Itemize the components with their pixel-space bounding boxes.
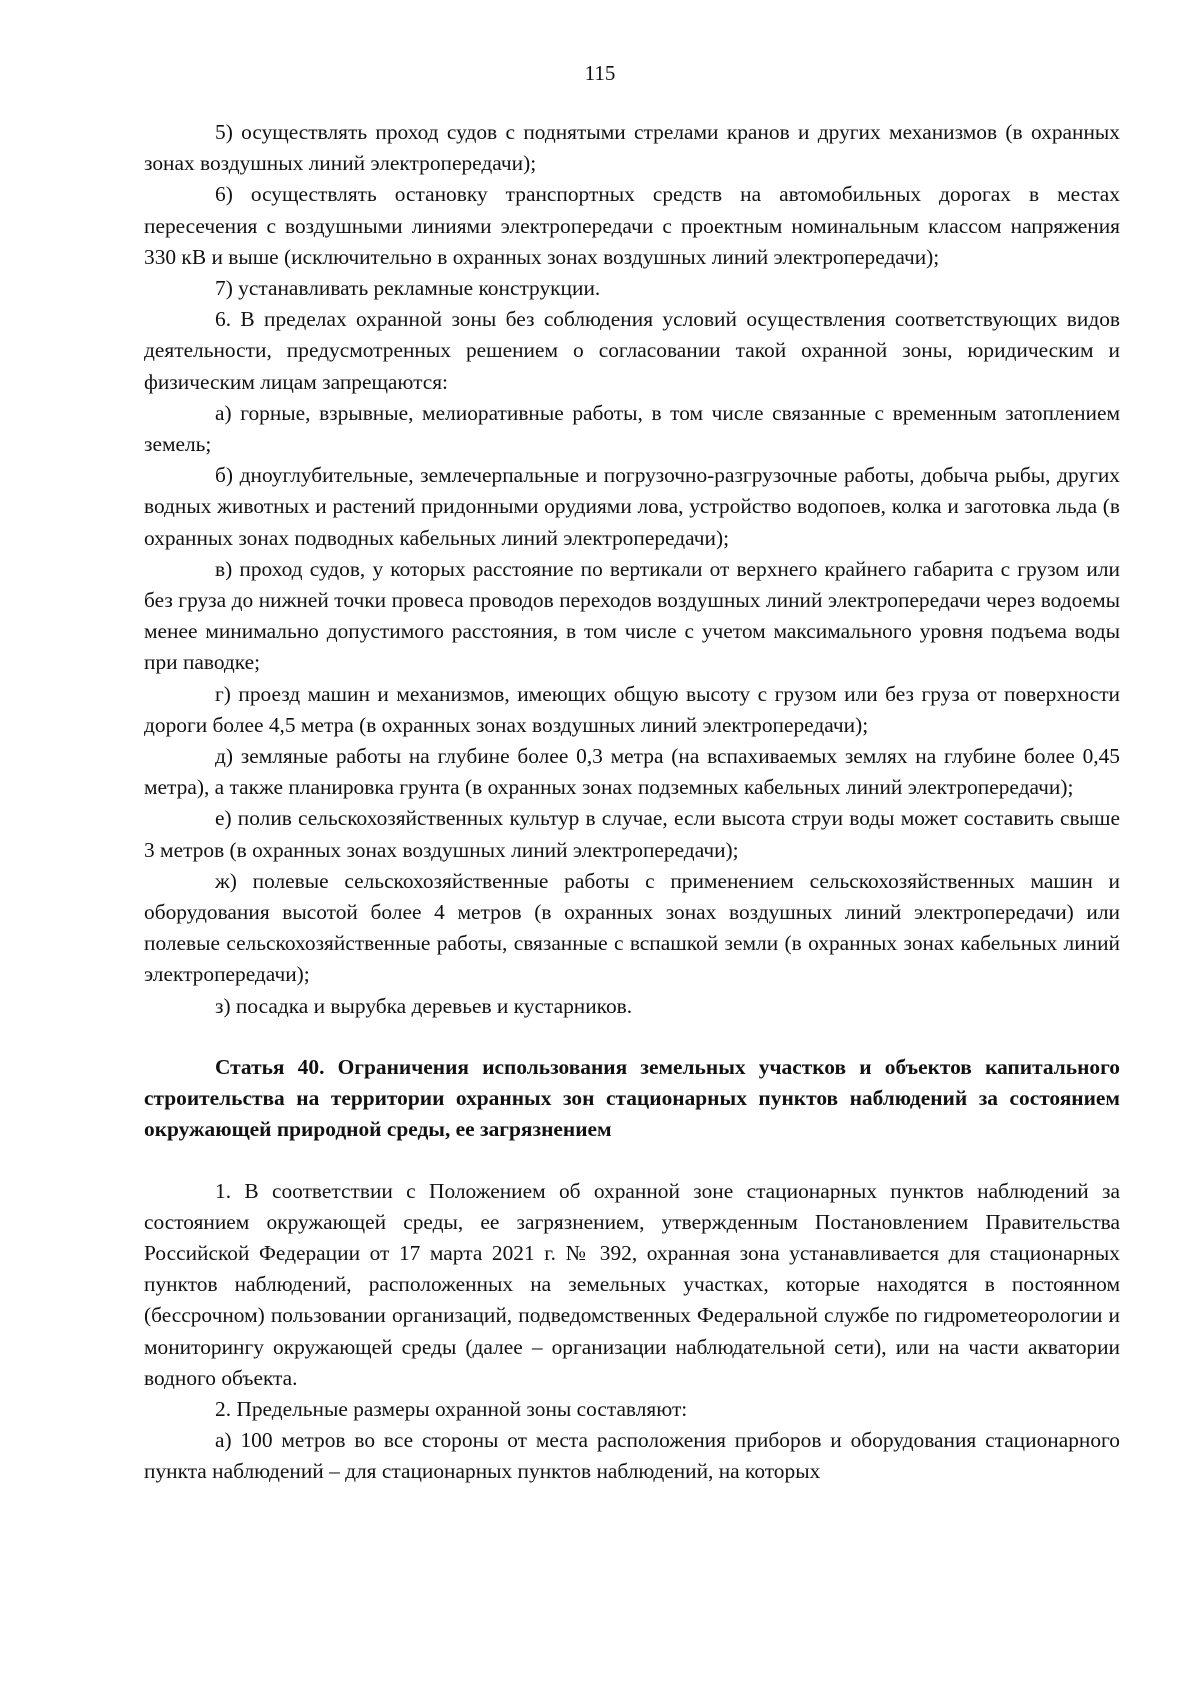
paragraph-clause-6: 6. В пределах охранной зоны без соблюдения условий осуществления соответствующих видов деятельности, предусмотренных решением о согласовании такой охранной зоны, юридическим и физическим лицам запрещаются: [144,307,1120,394]
paragraph-item-e: е) полив сельскохозяйственных культур в случае, если высота струи воды может составить свыше 3 метров (в охранных зонах воздушных линий электропередачи); [144,806,1120,862]
paragraph-item-5: 5) осуществлять проход судов с поднятыми стрелами кранов и других механизмов (в охранных зонах воздушных линий электропередачи); [144,120,1120,176]
document-body [144,117,1120,1488]
paragraph-item-g: г) проезд машин и механизмов, имеющих общую высоту с грузом или без груза от поверхности дороги более 4,5 метра (в охранных зонах воздушных линий электропередачи); [144,681,1120,737]
article-paragraph-a: а) 100 метров во все стороны от места расположения приборов и оборудования стационарного пункта наблюдений – для стационарных пунктов наблюдений, на которых [144,1428,1120,1484]
paragraph-item-v: в) проход судов, у которых расстояние по вертикали от верхнего крайнего габарита с грузом или без груза до нижней точки провеса проводов переходов воздушных линий электропередачи через водоемы менее минимально допустимого расстояния, в том числе с учетом максимального уровня подъема воды при паводке; [144,556,1120,675]
paragraph-item-d: д) земляные работы на глубине более 0,3 метра (на вспахиваемых землях на глубине более 0,45 метра), а также планировка грунта (в охранных зонах подземных кабельных линий электропередачи); [144,744,1120,800]
article-paragraph-1: 1. В соответствии с Положением об охранной зоне стационарных пунктов наблюдений за состоянием окружающей среды, ее загрязнением, утвержденным Постановлением Правительства Российской Федерации от 17 марта 2021 г. № 392, охранная зона устанавливается для стационарных пунктов наблюдений, расположенных на земельных участках, которые находятся в постоянном (бессрочном) пользовании организаций, подведомственных Федеральной службе по гидрометеорологии и мониторингу окружающей среды (далее – организации наблюдательной сети), или на части акватории водного объекта. [144,1178,1120,1390]
article-paragraph-2: 2. Предельные размеры охранной зоны составляют: [215,1396,688,1421]
paragraph-item-6: 6) осуществлять остановку транспортных средств на автомобильных дорогах в местах пересечения с воздушными линиями электропередачи с проектным номинальным классом напряжения 330 кВ и выше (исключительно в охранных зонах воздушных линий электропередачи); [144,182,1120,269]
paragraph-item-zh: ж) полевые сельскохозяйственные работы с применением сельскохозяйственных машин и оборудования высотой более 4 метров (в охранных зонах воздушных линий электропередачи) или полевые сельскохозяйственные работы, связанные с вспашкой земли (в охранных зонах кабельных линий электропередачи); [144,868,1120,987]
article-heading: Статья 40. Ограничения использования земельных участков и объектов капитального строительства на территории охранных зон стационарных пунктов наблюдений за состоянием окружающей природной среды, ее загрязнением [144,1054,1120,1142]
paragraph-item-a: а) горные, взрывные, мелиоративные работы, в том числе связанные с временным затоплением земель; [144,400,1120,457]
paragraph-item-7: 7) устанавливать рекламные конструкции. [215,276,601,301]
paragraph-item-b: б) дноуглубительные, землечерпальные и погрузочно-разгрузочные работы, добыча рыбы, других водных животных и растений придонными орудиями лова, устройство водопоев, колка и заготовка льда (в охранных зонах подводных кабельных линий электропередачи); [144,463,1120,550]
paragraph-item-z: з) посадка и вырубка деревьев и кустарников. [215,993,633,1018]
page-number: 115 [584,61,616,85]
